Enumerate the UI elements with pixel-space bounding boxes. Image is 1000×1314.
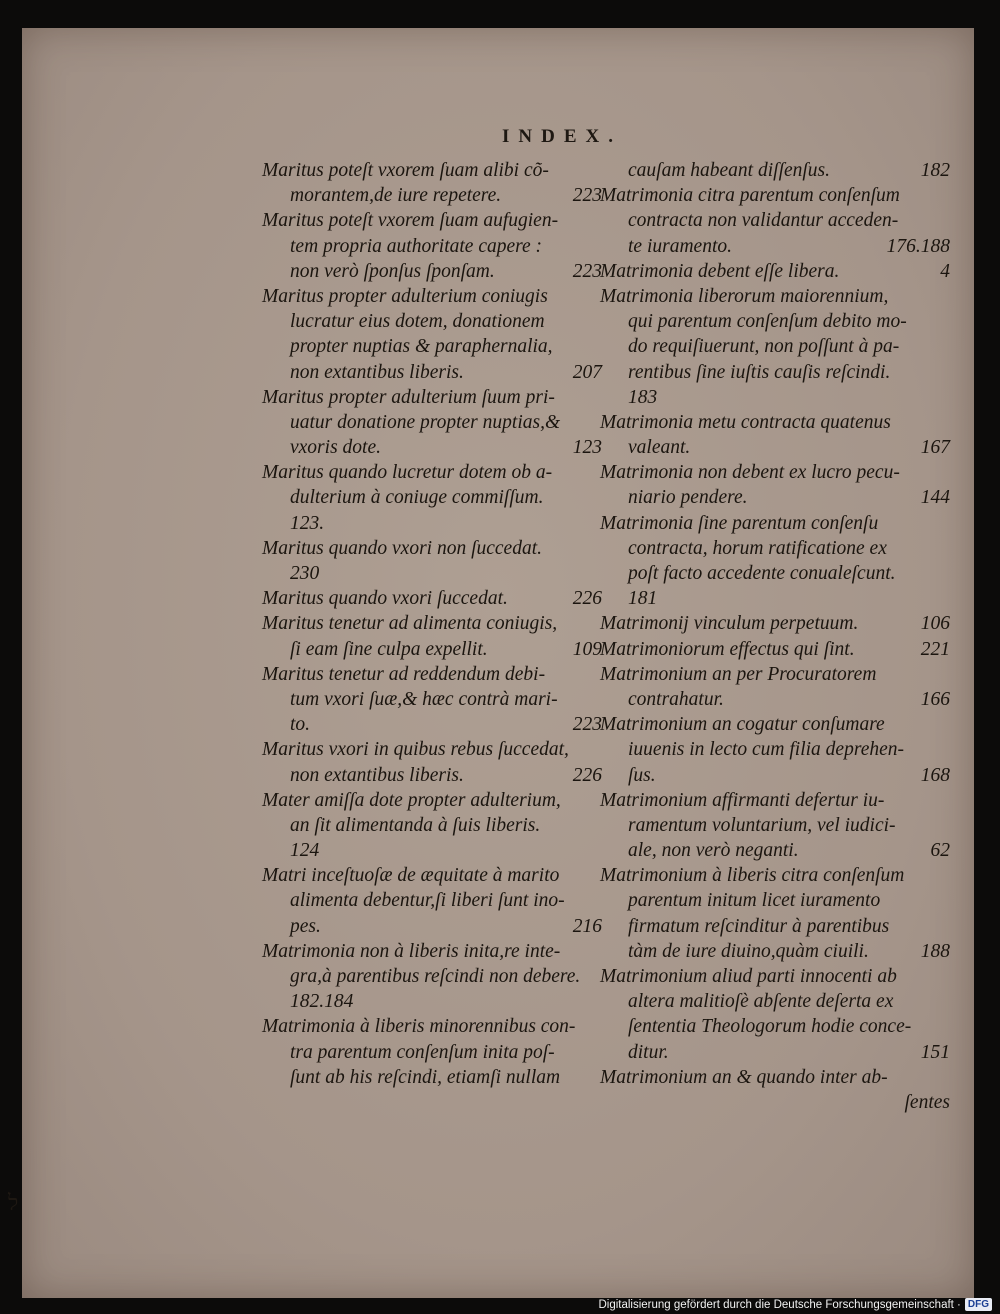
index-entry-line xyxy=(262,914,602,939)
entry-text: qui parentum conſenſum debito mo- xyxy=(628,311,907,333)
entry-text: lucratur eius dotem, donationem xyxy=(290,311,545,333)
page-reference: 144 xyxy=(920,487,950,509)
index-entry-line xyxy=(262,788,602,813)
index-entry-line xyxy=(600,1065,950,1090)
entry-text: Maritus propter adulterium ſuum pri- xyxy=(262,386,555,408)
entry-text: poſt facto accedente conualeſcunt. xyxy=(628,563,896,584)
entry-text: ſententia Theologorum hodie conce- xyxy=(628,1016,912,1038)
entry-text: ale, non verò neganti. xyxy=(628,840,799,862)
index-entry-line xyxy=(600,208,950,233)
index-entry-line xyxy=(262,158,602,183)
index-entry-line xyxy=(600,1014,950,1039)
index-entry-line xyxy=(262,737,602,762)
entry-text: Matrimonia debent eſſe libera. xyxy=(600,260,840,282)
entry-text: to. xyxy=(290,714,311,736)
entry-text: Matrimonium an & quando inter ab- xyxy=(600,1066,888,1088)
index-entry-line xyxy=(600,788,950,813)
entry-text: Mater amiſſa dote propter adulterium, xyxy=(262,789,561,811)
index-entry-line xyxy=(262,460,602,485)
index-entry-line xyxy=(600,259,950,284)
index-entry-line xyxy=(262,687,602,712)
index-entry-line xyxy=(262,964,602,989)
index-entry-line xyxy=(600,662,950,687)
entry-text: Matrimonia liberorum maiorennium, xyxy=(600,285,889,307)
index-entry-line xyxy=(262,662,602,687)
index-entry-line xyxy=(600,964,950,989)
entry-text: Matri inceſtuoſæ de æquitate à marito xyxy=(262,865,560,887)
index-entry-line xyxy=(262,385,602,410)
index-entry-line xyxy=(262,586,602,611)
entry-text: valeant. xyxy=(628,437,691,459)
entry-text: alimenta debentur,ſi liberi ſunt ino- xyxy=(290,890,565,912)
page-reference: 216 xyxy=(572,915,602,937)
index-entry-line xyxy=(262,536,602,561)
entry-text: 183 xyxy=(628,386,658,408)
page-reference: 226 xyxy=(572,588,602,610)
page-reference: 106 xyxy=(920,613,950,635)
index-entry-line xyxy=(262,410,602,435)
index-entry-line xyxy=(262,284,602,309)
index-entry-line xyxy=(262,511,602,536)
entry-text: Matrimonia non debent ex lucro pecu- xyxy=(600,462,900,484)
page-header: INDEX. xyxy=(502,126,622,147)
entry-text: iuuenis in lecto cum filia deprehen- xyxy=(628,739,904,761)
page-reference: 166 xyxy=(920,688,950,710)
entry-text: 181 xyxy=(628,588,658,610)
entry-text: Matrimonium an cogatur conſumare xyxy=(600,714,885,736)
index-entry-line xyxy=(600,611,950,636)
entry-text: contracta non validantur acceden- xyxy=(628,210,899,232)
entry-text: non verò ſponſus ſponſam. xyxy=(290,260,495,282)
page-reference: 62 xyxy=(930,840,950,862)
entry-text: Matrimonia metu contracta quatenus xyxy=(600,411,891,433)
entry-text: 182.184 xyxy=(290,991,354,1013)
page-reference: 109 xyxy=(572,638,602,660)
entry-text: Matrimonia non à liberis inita,re inte- xyxy=(262,940,561,962)
page-reference: 226 xyxy=(572,764,602,786)
entry-text: Maritus tenetur ad reddendum debi- xyxy=(262,663,546,685)
page-reference: 176.188 xyxy=(886,235,950,257)
page-reference: 167 xyxy=(920,437,950,459)
index-entry-line xyxy=(600,183,950,208)
entry-text: morantem,de iure repetere. xyxy=(290,185,502,207)
entry-text: ſentes xyxy=(904,1091,950,1113)
entry-text: firmatum reſcinditur à parentibus xyxy=(628,915,890,937)
right-index-column xyxy=(600,158,950,1115)
entry-text: contrahatur. xyxy=(628,688,724,710)
index-entry-line xyxy=(600,536,950,561)
index-entry-line xyxy=(262,1014,602,1039)
index-entry-line xyxy=(262,989,602,1014)
index-entry-line xyxy=(262,561,602,586)
entry-text: gra,à parentibus reſcindi non debere. xyxy=(290,966,581,987)
page-reference: 182 xyxy=(920,160,950,181)
index-entry-line xyxy=(262,234,602,259)
entry-text: niario pendere. xyxy=(628,487,748,509)
entry-text: Matrimonia à liberis minorennibus con- xyxy=(262,1016,576,1038)
index-entry-line xyxy=(600,309,950,334)
page-reference: 223 xyxy=(572,260,602,282)
entry-text: ſus. xyxy=(628,764,656,786)
index-entry-line xyxy=(600,712,950,737)
page-reference: 223 xyxy=(572,185,602,207)
page-reference: 207 xyxy=(572,361,602,383)
index-entry-line xyxy=(262,637,602,662)
entry-text: Maritus propter adulterium coniugis xyxy=(262,285,548,307)
index-entry-line xyxy=(600,158,950,183)
left-index-column xyxy=(262,158,602,1090)
entry-text: cauſam habeant diſſenſus. xyxy=(628,160,831,181)
digitization-footer xyxy=(598,1298,992,1311)
index-entry-line xyxy=(600,914,950,939)
index-entry-line xyxy=(262,1040,602,1065)
index-entry-line xyxy=(262,939,602,964)
entry-text: Maritus tenetur ad alimenta coniugis, xyxy=(262,613,558,635)
index-entry-line xyxy=(600,989,950,1014)
entry-text: non extantibus liberis. xyxy=(290,764,464,786)
index-entry-line xyxy=(262,888,602,913)
index-entry-line xyxy=(600,385,950,410)
entry-text: 123. xyxy=(290,512,325,534)
corner-ink-mark: ל xyxy=(8,1190,19,1215)
index-entry-line xyxy=(262,183,602,208)
index-entry-line xyxy=(600,511,950,536)
entry-text: Matrimonium affirmanti defertur iu- xyxy=(600,789,885,811)
entry-text: pes. xyxy=(290,915,321,937)
index-entry-line xyxy=(600,586,950,611)
index-entry-line xyxy=(600,687,950,712)
entry-text: Matrimonij vinculum perpetuum. xyxy=(600,613,859,635)
index-entry-line xyxy=(262,208,602,233)
index-entry-line xyxy=(262,485,602,510)
index-entry-line xyxy=(262,360,602,385)
entry-text: non extantibus liberis. xyxy=(290,361,464,383)
entry-text: propter nuptias & paraphernalia, xyxy=(290,336,553,358)
entry-text: vxoris dote. xyxy=(290,437,381,459)
entry-text: 230 xyxy=(290,563,320,584)
entry-text: Matrimonium aliud parti innocenti ab xyxy=(600,966,897,987)
index-entry-line xyxy=(600,737,950,762)
page-reference: 188 xyxy=(920,940,950,962)
entry-text: Matrimoniorum effectus qui ſint. xyxy=(600,638,855,660)
page-reference: 123 xyxy=(572,437,602,459)
entry-text: ditur. xyxy=(628,1041,669,1063)
entry-text: tem propria authoritate capere : xyxy=(290,235,543,257)
entry-text: 124 xyxy=(290,840,320,862)
entry-text: dulterium à coniuge commiſſum. xyxy=(290,487,544,509)
entry-text: Matrimonium an per Procuratorem xyxy=(600,663,877,685)
index-entry-line xyxy=(262,712,602,737)
entry-text: Maritus quando lucretur dotem ob a- xyxy=(262,462,553,484)
page-reference: 4 xyxy=(940,260,950,282)
page-reference: 151 xyxy=(920,1041,950,1063)
index-entry-line xyxy=(262,611,602,636)
index-entry-line xyxy=(600,410,950,435)
entry-text: Maritus vxori in quibus rebus ſuccedat, xyxy=(262,739,569,761)
index-entry-line xyxy=(600,838,950,863)
entry-text: te iuramento. xyxy=(628,235,732,257)
entry-text: tum vxori ſuæ,& hæc contrà mari- xyxy=(290,688,558,710)
book-page xyxy=(22,28,974,1298)
index-entry-line xyxy=(600,460,950,485)
footer-credit: Digitalisierung gefördert durch die Deutsche Forschungsgemeinschaft · xyxy=(598,1298,961,1311)
page-reference: 221 xyxy=(920,638,950,660)
index-entry-line xyxy=(600,939,950,964)
page-reference: 223 xyxy=(572,714,602,736)
index-entry-line xyxy=(600,435,950,460)
index-entry-line xyxy=(600,334,950,359)
index-entry-line xyxy=(600,360,950,385)
index-entry-line xyxy=(600,863,950,888)
entry-text: Matrimonia ſine parentum conſenſu xyxy=(600,512,879,534)
index-entry-line xyxy=(262,334,602,359)
index-entry-line xyxy=(262,838,602,863)
entry-text: altera malitioſè abſente deſerta ex xyxy=(628,991,894,1013)
index-entry-line xyxy=(600,813,950,838)
entry-text: do requiſiuerunt, non poſſunt à pa- xyxy=(628,336,900,358)
page-reference: 168 xyxy=(920,764,950,786)
index-entry-line xyxy=(600,485,950,510)
entry-text: uatur donatione propter nuptias,& xyxy=(290,411,561,433)
index-entry-line xyxy=(600,1040,950,1065)
entry-text: rentibus ſine iuſtis cauſis reſcindi. xyxy=(628,361,891,383)
entry-text: tra parentum conſenſum inita poſ- xyxy=(290,1041,555,1063)
entry-text: Maritus poteſt vxorem ſuam alibi cõ- xyxy=(262,160,549,181)
index-entry-line xyxy=(600,284,950,309)
entry-text: Maritus quando vxori non ſuccedat. xyxy=(262,537,542,559)
entry-text: Maritus quando vxori ſuccedat. xyxy=(262,588,508,610)
entry-text: ramentum voluntarium, vel iudici- xyxy=(628,814,896,836)
index-entry-line xyxy=(600,637,950,662)
entry-text: ſi eam ſine culpa expellit. xyxy=(290,638,488,660)
entry-text: parentum initum licet iuramento xyxy=(628,890,881,912)
dfg-logo-icon: DFG xyxy=(965,1298,992,1311)
index-entry-line xyxy=(262,813,602,838)
entry-text: tàm de iure diuino,quàm ciuili. xyxy=(628,940,869,962)
index-entry-line xyxy=(262,1065,602,1090)
entry-text: ſunt ab his reſcindi, etiamſi nullam xyxy=(290,1066,561,1088)
entry-text: contracta, horum ratificatione ex xyxy=(628,537,887,559)
entry-text: Maritus poteſt vxorem ſuam aufugien- xyxy=(262,210,559,232)
index-entry-line xyxy=(262,435,602,460)
entry-text: Matrimonium à liberis citra conſenſum xyxy=(600,865,905,887)
entry-text: an ſit alimentanda à ſuis liberis. xyxy=(290,814,541,836)
index-entry-line xyxy=(262,309,602,334)
entry-text: Matrimonia citra parentum conſenſum xyxy=(600,185,900,207)
index-entry-line xyxy=(600,561,950,586)
index-entry-line xyxy=(262,763,602,788)
index-entry-line xyxy=(600,234,950,259)
index-entry-line xyxy=(600,1090,950,1115)
index-entry-line xyxy=(600,763,950,788)
index-entry-line xyxy=(262,863,602,888)
index-entry-line xyxy=(262,259,602,284)
index-entry-line xyxy=(600,888,950,913)
